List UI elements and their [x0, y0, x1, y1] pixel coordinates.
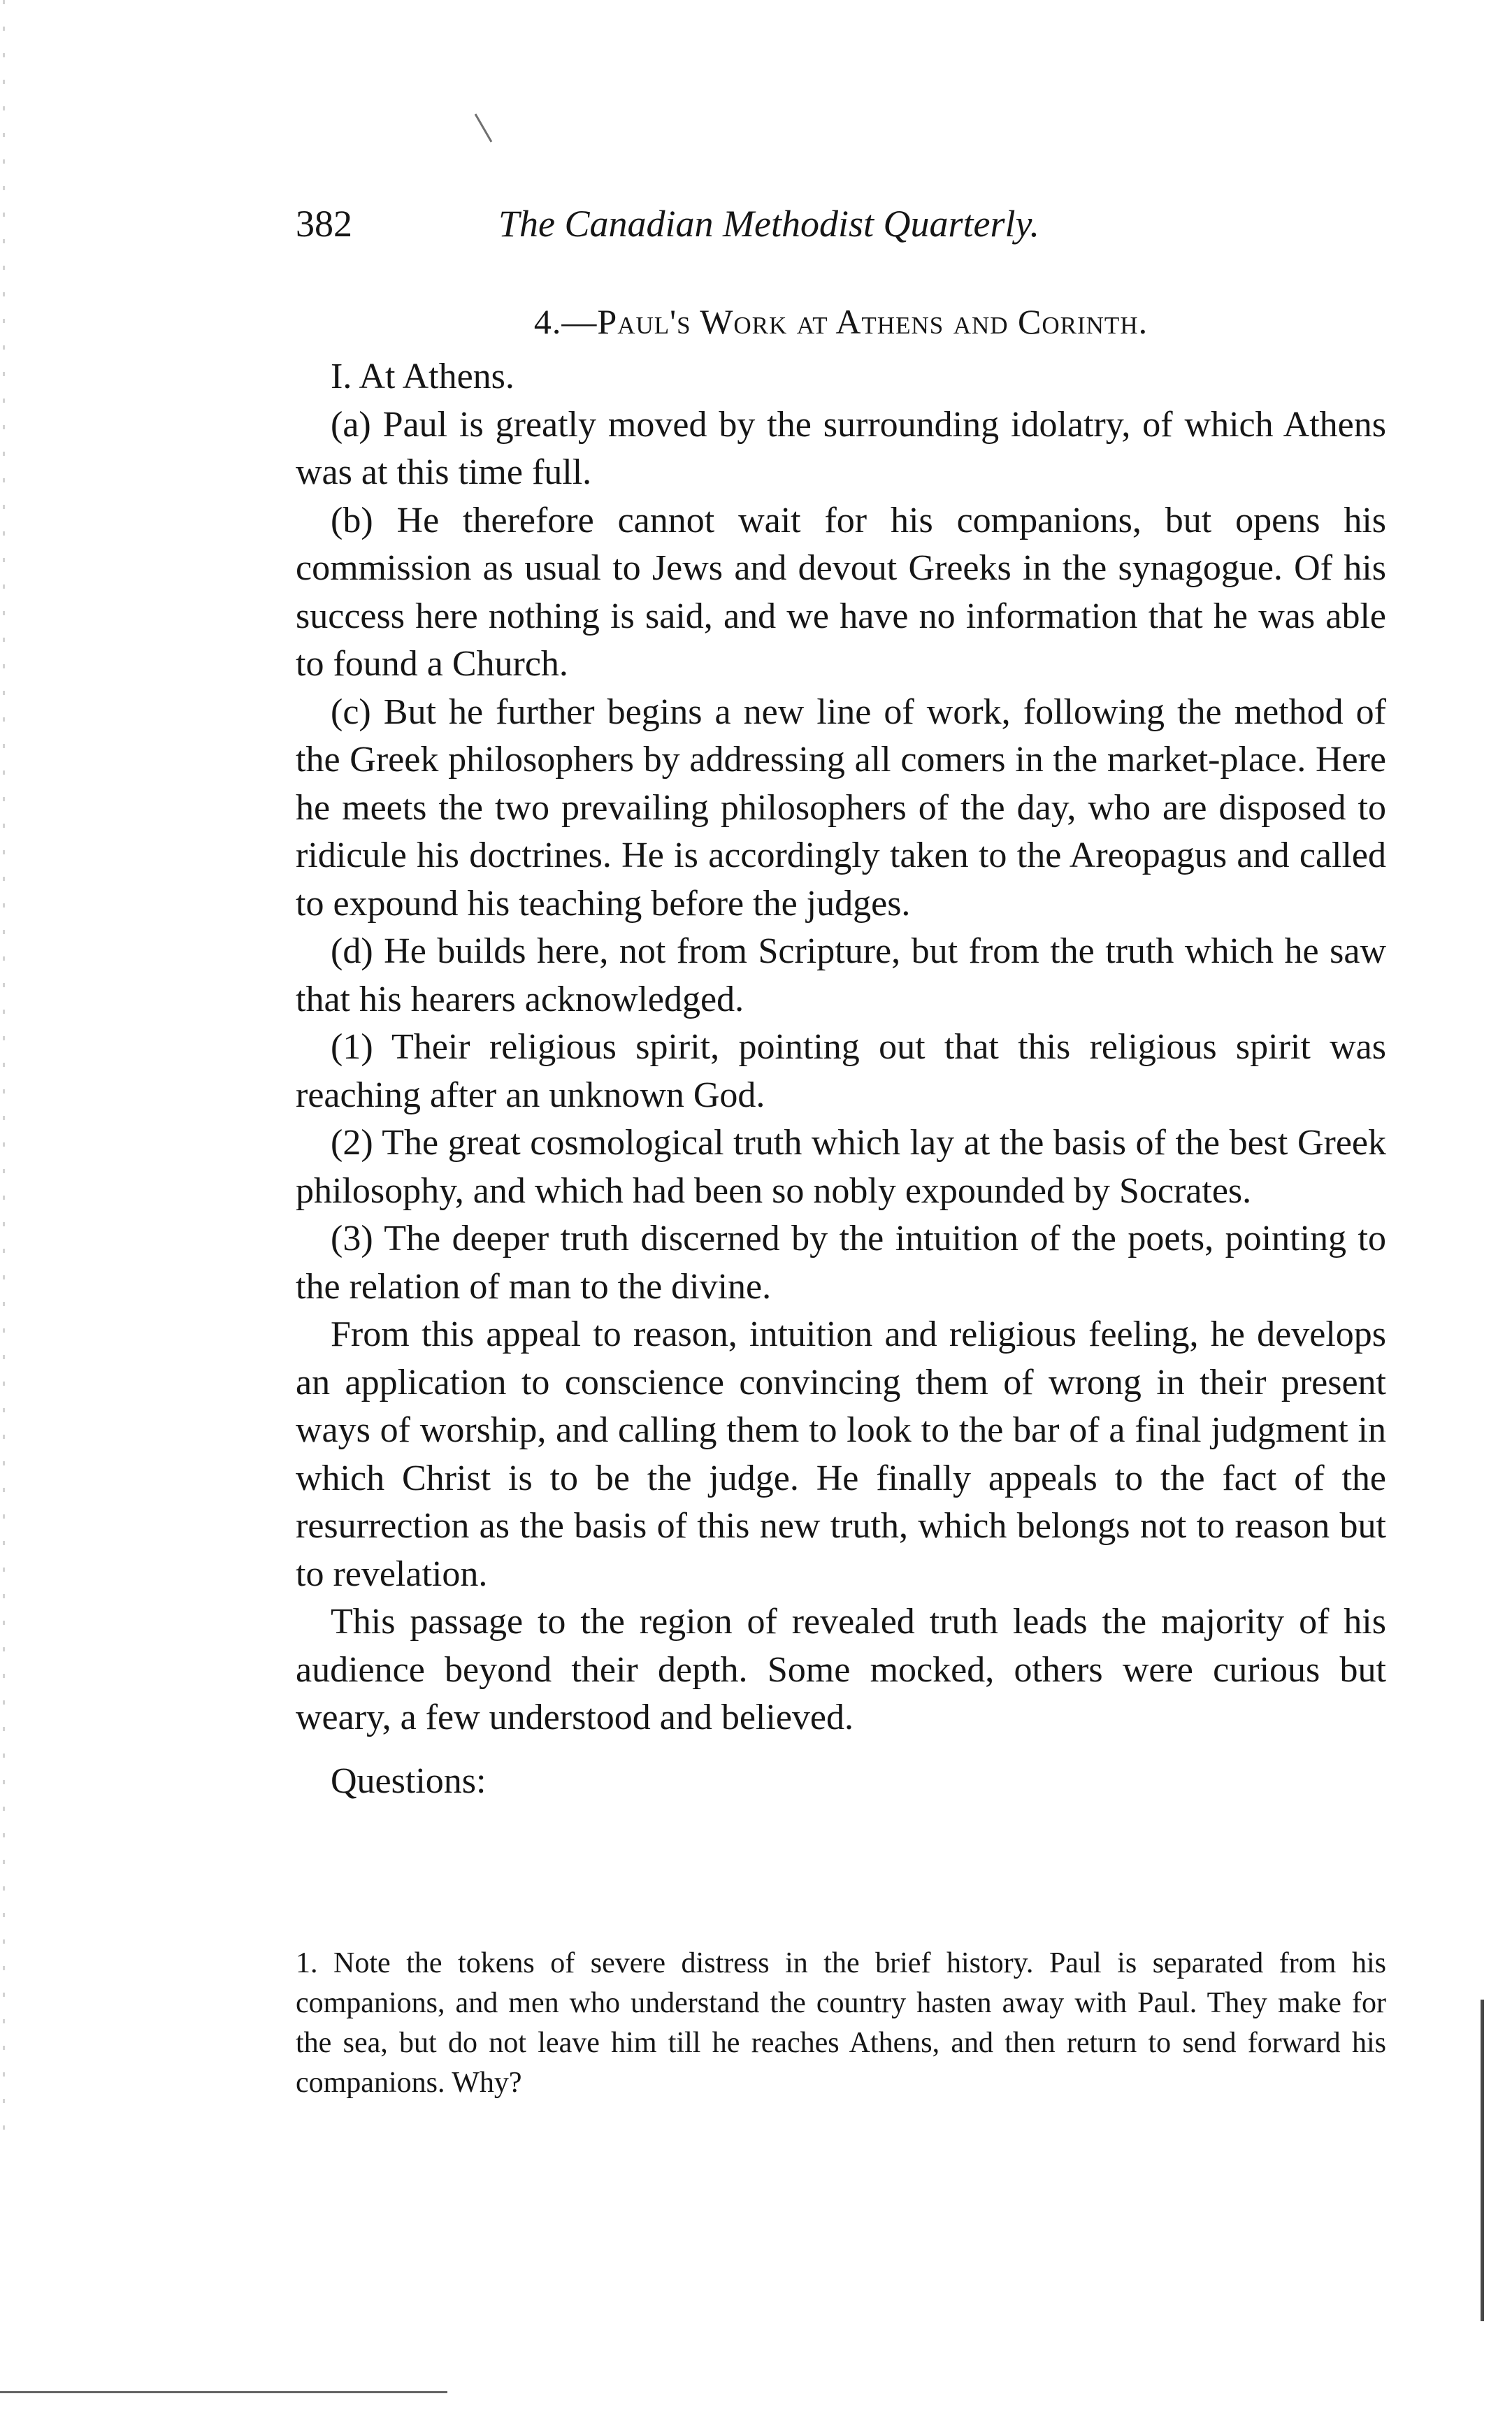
questions-label: Questions:: [331, 1760, 487, 1801]
scan-edge-artifact: [3, 0, 31, 2139]
paragraph: (a) Paul is greatly moved by the surrounding idolatry, of which Athens was at this time full.: [296, 404, 1386, 492]
paragraph: This passage to the region of revealed truth leads the majority of his audience beyond their depth. Some mocked, others were curious but weary, a few understood and believed.: [296, 1602, 1386, 1737]
running-title: The Canadian Methodist Quarterly.: [498, 203, 1039, 245]
paragraph: (c) But he further begins a new line of work, following the method of the Greek philosophers by addressing all comers in the market-place. Here he meets the two prevailing philosophers of the day, who are disposed to ridicule his doctrines. He is accordingly taken to the Areopagus and called to expound his teaching before the judges.: [296, 691, 1386, 924]
paragraph: (3) The deeper truth discerned by the intuition of the poets, pointing to the relation of man to the divine.: [296, 1219, 1386, 1307]
subsection-heading: I. At Athens.: [331, 357, 514, 396]
paragraph: (2) The great cosmological truth which lay at the basis of the best Greek philosophy, and which had been so nobly expounded by Socrates.: [296, 1123, 1386, 1211]
running-header: [296, 199, 1386, 248]
paragraph: (b) He therefore cannot wait for his companions, but opens his commission as usual to Jews and devout Greeks in the synagogue. Of his success here nothing is said, and we have no information that he was able to found a Church.: [296, 500, 1386, 684]
paragraph: From this appeal to reason, intuition and religious feeling, he develops an application to conscience convincing them of wrong in their present ways of worship, and calling them to look to the bar of a final judgment in which Christ is to be the judge. He finally appeals to the fact of the resurrection as the basis of this new truth, which belongs not to reason but to revelation.: [296, 1314, 1386, 1594]
scan-mark: [475, 113, 493, 142]
paragraph: (d) He builds here, not from Scripture, but from the truth which he saw that his hearers acknowledged.: [296, 931, 1386, 1019]
scan-bottom-rule: [0, 2391, 447, 2393]
scan-edge-artifact-right: [1481, 2000, 1484, 2321]
body-text: [296, 353, 1386, 1805]
section-title: 4.—Paul's Work at Athens and Corinth.: [533, 302, 1149, 341]
page-number: 382: [296, 203, 352, 245]
paragraph: (1) Their religious spirit, pointing out that this religious spirit was reaching after an unknown God.: [296, 1027, 1386, 1115]
question-note: 1. Note the tokens of severe distress in the brief history. Paul is separated from his companions, and men who understand the country hasten away with Paul. They make for the sea, but do not leave him till he reaches Athens, and then return to send forward his companions. Why?: [296, 1947, 1386, 2099]
question-notes: [296, 1944, 1386, 2103]
